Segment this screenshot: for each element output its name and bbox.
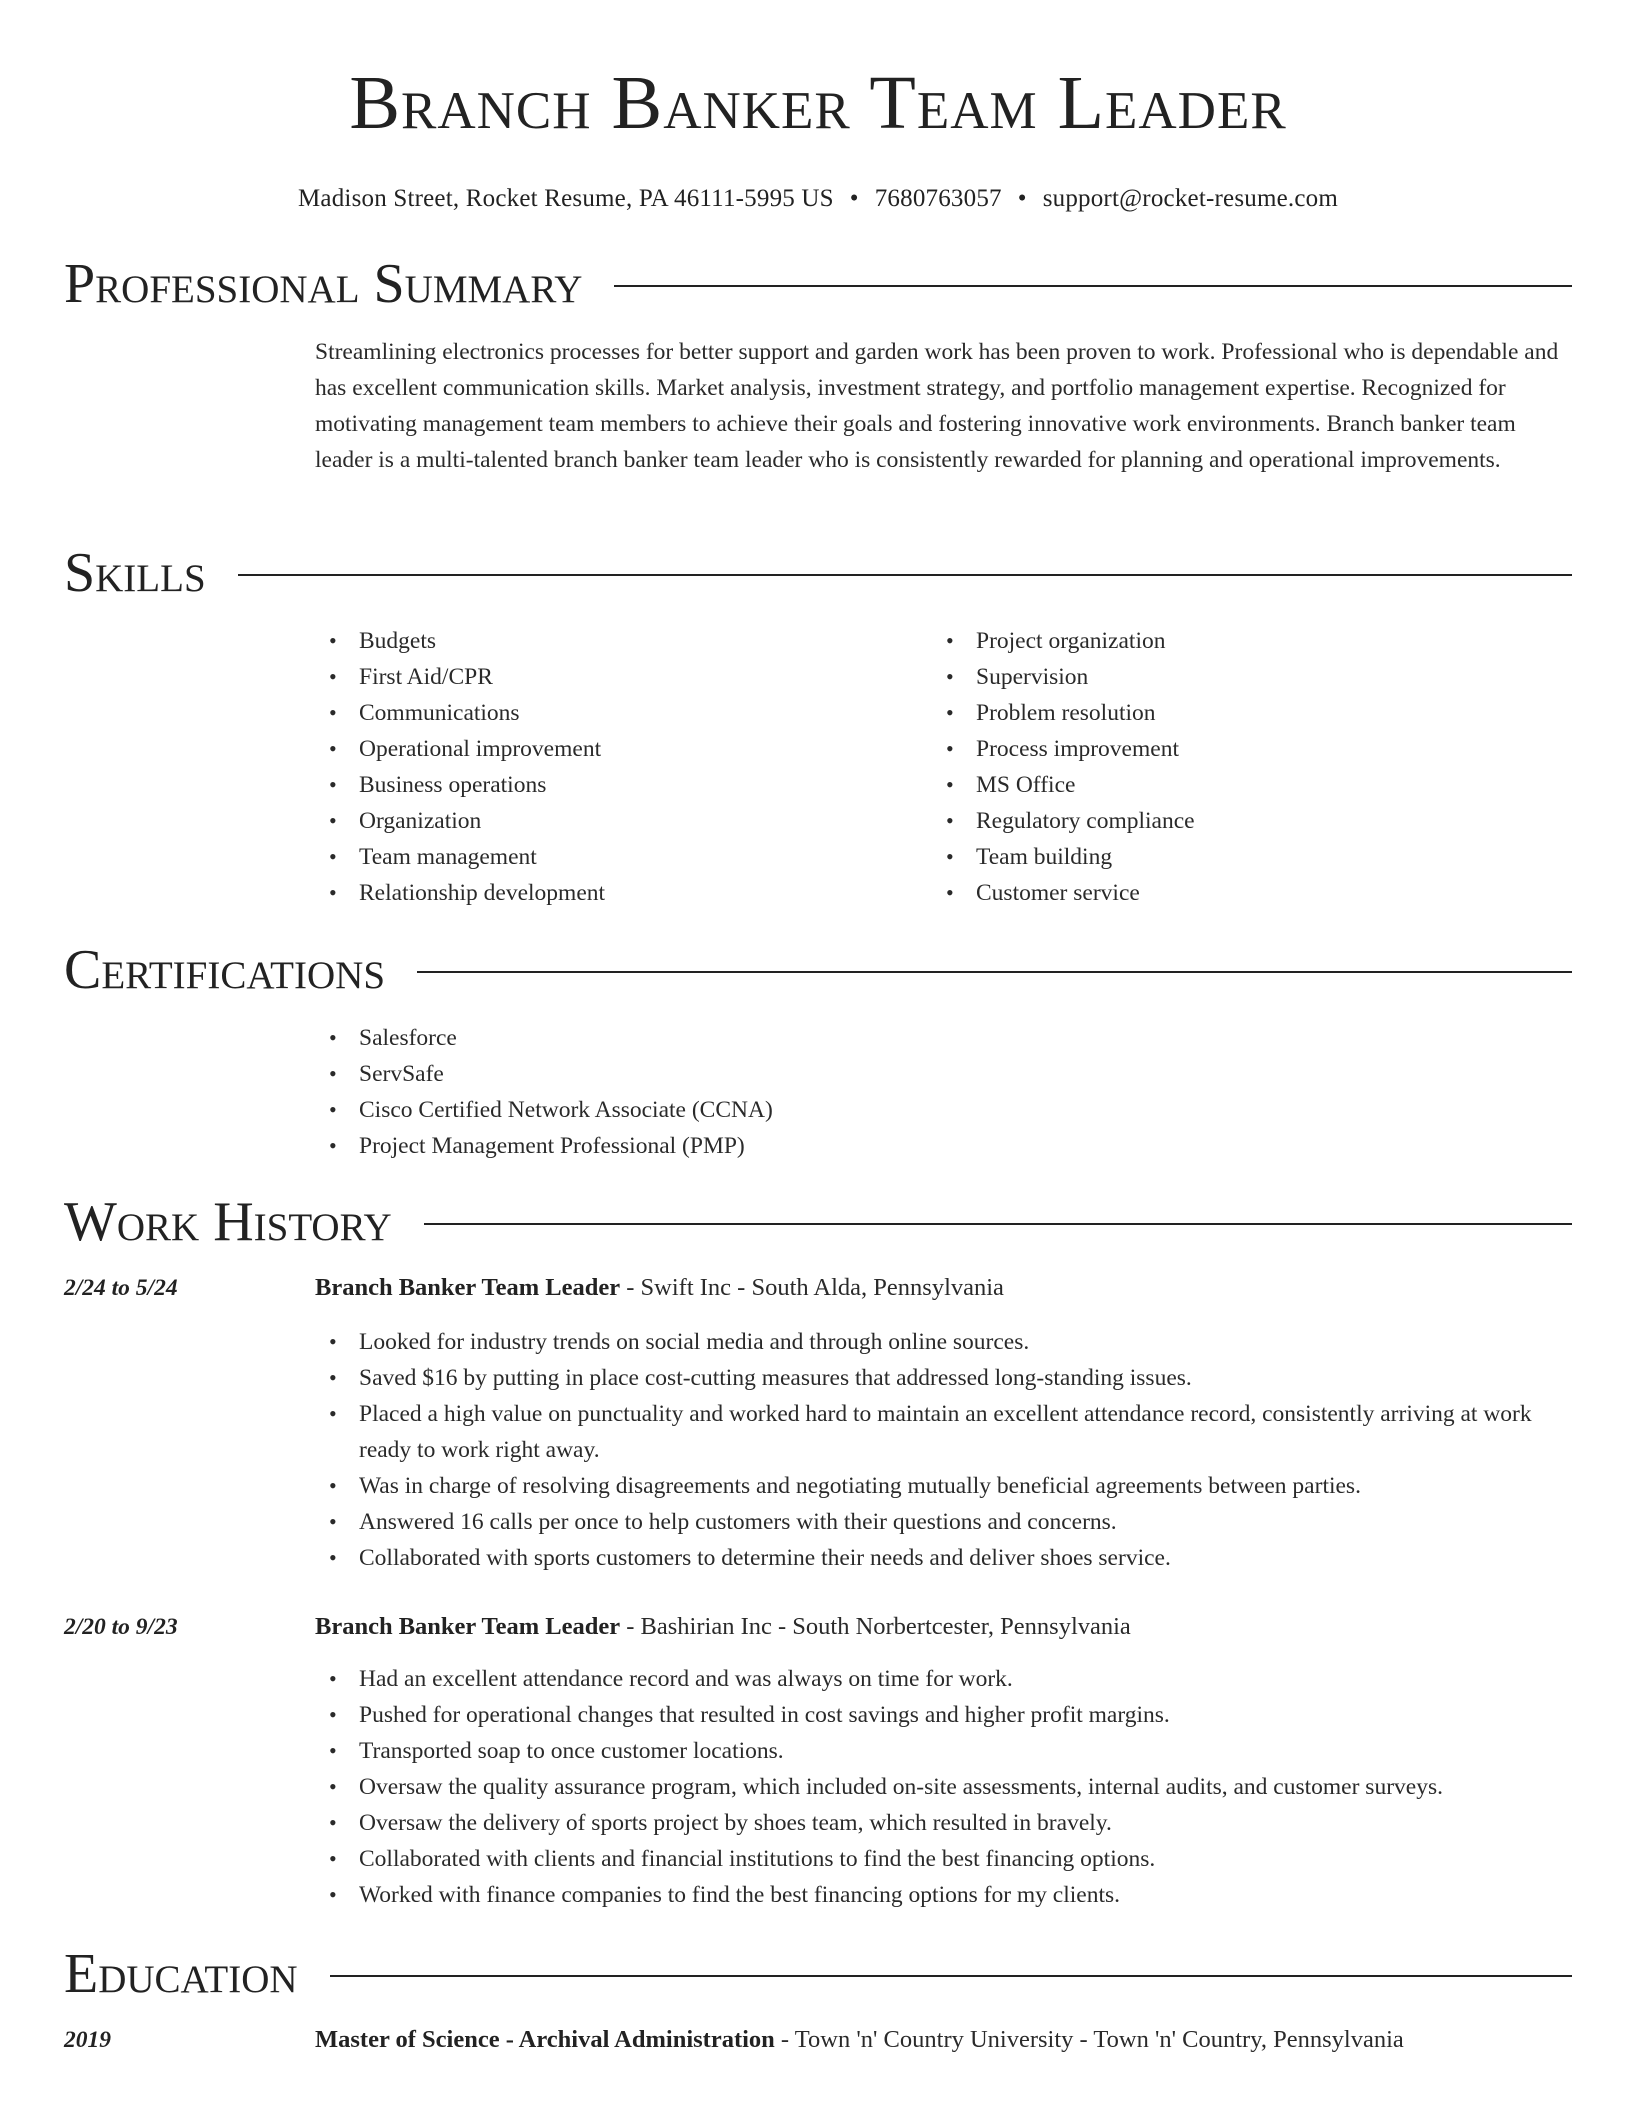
skill-item: • Operational improvement <box>315 731 932 767</box>
work-history-section-header <box>64 1192 1572 1252</box>
skill-item: • Budgets <box>315 623 932 659</box>
education-section-header <box>64 1944 1572 2004</box>
summary-section-header <box>64 254 1572 314</box>
skill-item: • Customer service <box>932 875 1549 911</box>
skills-heading: Skills <box>64 542 206 604</box>
job-duty: • Oversaw the quality assurance program, which included on-site assessments, internal audits, and customer surveys. <box>315 1769 1565 1805</box>
job-duty: • Collaborated with sports customers to determine their needs and deliver shoes service. <box>315 1540 1565 1576</box>
section-divider <box>424 1223 1572 1225</box>
job-dates: 2/24 to 5/24 <box>64 1275 178 1301</box>
email-link[interactable]: support@rocket-resume.com <box>1042 185 1338 212</box>
skills-list <box>315 623 1565 911</box>
section-divider <box>614 285 1572 287</box>
skill-item: • Relationship development <box>315 875 932 911</box>
job-duty: • Saved $16 by putting in place cost-cutting measures that addressed long-standing issues. <box>315 1360 1565 1396</box>
separator-dot: • <box>1017 185 1027 212</box>
job-duty: • Oversaw the delivery of sports project by shoes team, which resulted in bravely. <box>315 1805 1565 1841</box>
candidate-name: Branch Banker Team Leader <box>349 61 1287 145</box>
skill-item: • MS Office <box>932 767 1549 803</box>
section-divider <box>330 1975 1572 1977</box>
certifications-section-header <box>64 940 1572 1000</box>
summary-text: Streamlining electronics processes for better support and garden work has been proven to work. Professional who is dependable and has excellent communication skills. Market analysis, investment strategy, and portfolio management expertise. Recognized for motivating management team members to achieve their goals and fostering innovative work environments. Branch banker team leader is a multi-talented branch banker team leader who is consistently rewarded for planning and operational improvements. <box>315 339 1559 473</box>
skills-section-header <box>64 543 1572 603</box>
skill-item: • Team building <box>932 839 1549 875</box>
education-line <box>315 2022 1565 2058</box>
skill-item: • First Aid/CPR <box>315 659 932 695</box>
certification-item: • Project Management Professional (PMP) <box>315 1128 1565 1164</box>
skill-item: • Business operations <box>315 767 932 803</box>
education-school: - Town 'n' Country University - Town 'n' Country, Pennsylvania <box>774 2026 1404 2053</box>
education-degree: Master of Science - Archival Administration <box>315 2026 775 2053</box>
section-divider <box>417 971 1572 973</box>
job-duty: • Answered 16 calls per once to help customers with their questions and concerns. <box>315 1504 1565 1540</box>
job-duty: • Had an excellent attendance record and was always on time for work. <box>315 1661 1565 1697</box>
job-duty: • Collaborated with clients and financial institutions to find the best financing options. <box>315 1841 1565 1877</box>
skill-item: • Project organization <box>932 623 1549 659</box>
education-heading: Education <box>64 1943 298 2005</box>
job-duty: • Placed a high value on punctuality and worked hard to maintain an excellent attendance record, consistently arriving at work ready to work right away. <box>315 1396 1565 1468</box>
job-duty: • Looked for industry trends on social media and through online sources. <box>315 1324 1565 1360</box>
skills-column-right <box>932 623 1549 911</box>
resume-page <box>64 0 1572 2053</box>
job-duties-list <box>315 1324 1565 1576</box>
job-role: Branch Banker Team Leader <box>315 1613 621 1640</box>
work-history-heading: Work History <box>64 1191 392 1253</box>
address: Madison Street, Rocket Resume, PA 46111-5995 US <box>298 185 834 212</box>
job-duty: • Worked with finance companies to find the best financing options for my clients. <box>315 1877 1565 1913</box>
section-divider <box>238 574 1572 576</box>
skills-column-left <box>315 623 932 911</box>
skill-item: • Problem resolution <box>932 695 1549 731</box>
job-title-line <box>315 1609 1565 1645</box>
job-company: - Swift Inc - South Alda, Pennsylvania <box>620 1274 1004 1301</box>
education-year: 2019 <box>64 2027 111 2053</box>
job-dates: 2/20 to 9/23 <box>64 1614 178 1640</box>
skill-item: • Communications <box>315 695 932 731</box>
job-title-line <box>315 1270 1565 1306</box>
certification-item: • Cisco Certified Network Associate (CCNA) <box>315 1092 1565 1128</box>
phone: 7680763057 <box>874 185 1002 212</box>
job-duty: • Transported soap to once customer locations. <box>315 1733 1565 1769</box>
separator-dot: • <box>849 185 859 212</box>
job-duty: • Was in charge of resolving disagreements and negotiating mutually beneficial agreements between parties. <box>315 1468 1565 1504</box>
skill-item: • Supervision <box>932 659 1549 695</box>
certifications-list <box>315 1020 1565 1164</box>
certification-item: • ServSafe <box>315 1056 1565 1092</box>
skill-item: • Process improvement <box>932 731 1549 767</box>
skill-item: • Team management <box>315 839 932 875</box>
job-company: - Bashirian Inc - South Norbertcester, Pennsylvania <box>620 1613 1131 1640</box>
job-role: Branch Banker Team Leader <box>315 1274 621 1301</box>
summary-heading: Professional Summary <box>64 253 583 315</box>
certification-item: • Salesforce <box>315 1020 1565 1056</box>
job-duty: • Pushed for operational changes that resulted in cost savings and higher profit margins. <box>315 1697 1565 1733</box>
contact-line <box>64 184 1572 214</box>
certifications-heading: Certifications <box>64 939 386 1001</box>
skill-item: • Organization <box>315 803 932 839</box>
skill-item: • Regulatory compliance <box>932 803 1549 839</box>
job-duties-list <box>315 1661 1565 1913</box>
